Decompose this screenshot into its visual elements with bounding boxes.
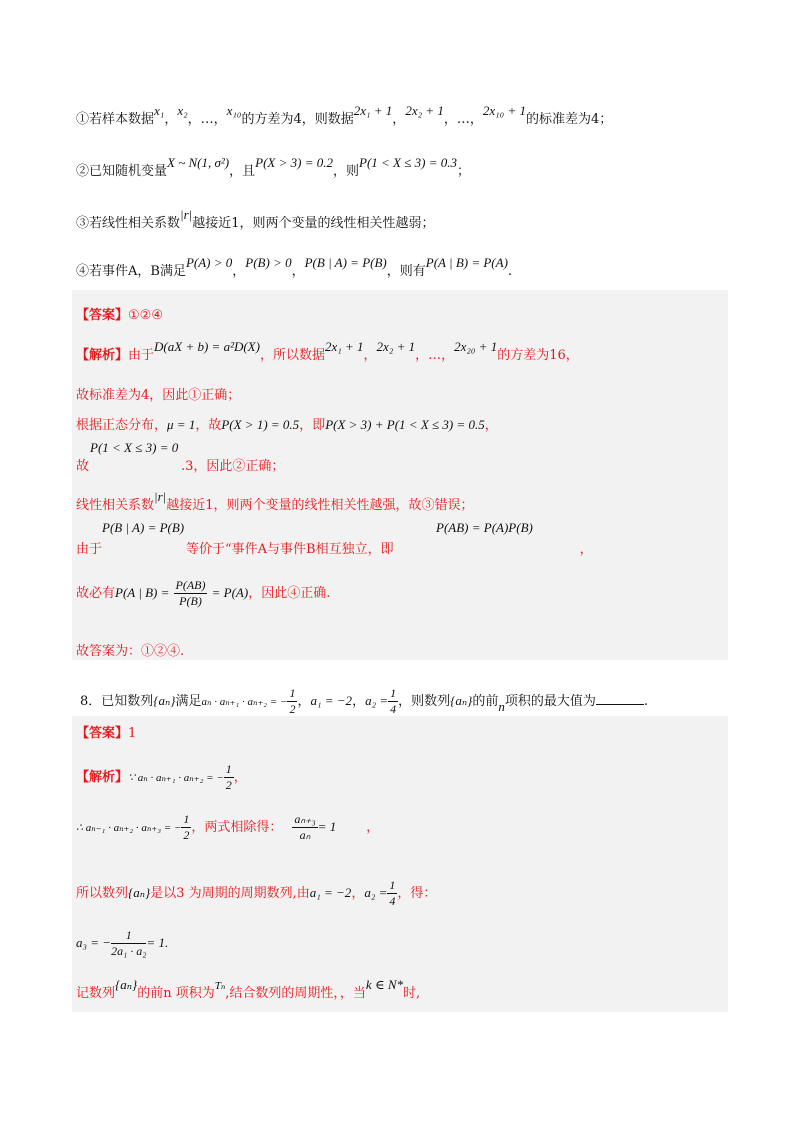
math: = 1. (146, 935, 169, 950)
text: ，即 (299, 418, 326, 433)
text: 项积的最大值为 (504, 694, 596, 709)
denominator: 4 (389, 894, 396, 908)
denominator: 2 (289, 702, 296, 716)
answer-tag: 【答案】 (76, 308, 129, 323)
text: 时, (403, 986, 421, 1001)
math: 2x₂₀ + 1 (454, 339, 498, 354)
solution-line-8: 故答案为：①②④. (76, 644, 185, 659)
fraction (292, 812, 317, 843)
math: = P(A) (211, 585, 249, 600)
fraction (388, 686, 398, 717)
math: Tₙ (214, 980, 226, 992)
text: ，得： (397, 886, 437, 901)
text: 由于 (76, 542, 103, 557)
numerator: 1 (183, 812, 190, 826)
answer-box-8 (72, 716, 728, 1012)
text: ， (291, 264, 305, 279)
text: ， (164, 112, 178, 127)
answer-value: 1 (128, 726, 137, 741)
math-x2: x₂ (177, 103, 188, 118)
text: 由于 (128, 348, 155, 363)
text: 所以数列 (76, 886, 129, 901)
numerator: 1 (111, 928, 146, 944)
numerator: 1 (289, 686, 296, 700)
text: 满足 (175, 694, 202, 709)
text: 的方差为4，则数据 (241, 112, 354, 127)
math: P(A | B) = (115, 585, 170, 600)
text: 是以3 为周期的周期数列,由 (150, 886, 310, 901)
math: P(X > 1) = 0.5 (221, 417, 300, 432)
math-r: |r| (180, 207, 193, 222)
text: . (643, 694, 648, 709)
math-prob: P(X > 3) = 0.2 (255, 155, 333, 170)
math: = 1 (317, 819, 337, 834)
text: ，所以数据 (259, 348, 325, 363)
solution-line-6 (76, 538, 593, 557)
denominator: P(B) (179, 594, 202, 608)
answer-blank (596, 694, 644, 705)
text: 故必有 (76, 586, 116, 601)
math: P(A) > 0 (185, 255, 233, 270)
math-normal-dist: X ~ N(1, σ²) (167, 155, 230, 170)
math-x10: x₁₀ (226, 103, 242, 118)
fraction (181, 812, 191, 843)
text: ，两式相除得： (191, 820, 283, 835)
text: 越接近1，则两个变量的线性相关性越弱； (192, 216, 435, 231)
statement-2 (76, 155, 471, 179)
text: 的标准差为4； (525, 112, 613, 127)
numerator: aₙ₊₃ (294, 812, 316, 826)
math-2x1: 2x₁ + 1 (353, 103, 393, 118)
math-prob: P(1 < X ≤ 3) = 0.3 (359, 155, 457, 170)
fraction (387, 878, 397, 909)
math-2x2: 2x₂ + 1 (405, 103, 444, 118)
math: {aₙ} (115, 977, 138, 992)
fraction (224, 762, 234, 793)
answer-line-7 (76, 304, 163, 323)
solution-tag: 【解析】 (76, 348, 129, 363)
math: ∵ aₙ · aₙ₊₁ · aₙ₊₂ = − (128, 772, 224, 784)
solution-tag: 【解析】 (76, 770, 129, 785)
text: ，…， (187, 112, 227, 127)
math: ∴ aₙ₋₁ · aₙ₊₂ · aₙ₊₃ = − (76, 822, 182, 834)
question-number: 8． (80, 694, 102, 709)
solution-line-6-upper-b: P(AB) = P(A)P(B) (436, 520, 533, 535)
text: ②已知随机变量 (76, 164, 168, 179)
text: ①若样本数据 (76, 112, 155, 127)
text: 的方差为16， (497, 348, 579, 363)
text: ， (351, 886, 365, 901)
text: ，…， (415, 348, 455, 363)
text: 越接近1，则两个变量的线性相关性越强，故③错误； (166, 498, 474, 513)
numerator: 1 (225, 762, 232, 776)
denominator: 2a₁ · a₂ (111, 944, 147, 958)
math: P(B) > 0 (245, 255, 292, 270)
text: ， (366, 820, 380, 835)
math: {aₙ} (153, 693, 176, 708)
solution-line-7 (76, 578, 330, 609)
text: ， (352, 694, 366, 709)
text: 的前 (472, 694, 499, 709)
denominator: 2 (183, 828, 190, 842)
math: aₙ · aₙ₊₁ · aₙ₊₂ = − (201, 696, 288, 708)
text: ， (232, 264, 246, 279)
text: 记数列 (76, 986, 116, 1001)
math: {aₙ} (128, 885, 151, 900)
math: 2x₂ + 1 (376, 339, 416, 354)
solution-line-6-upper-a: P(B | A) = P(B) (102, 520, 185, 535)
text: ③若线性相关系数 (76, 216, 181, 231)
solution-line-4-upper: P(1 < X ≤ 3) = 0 (90, 440, 179, 455)
text: .3，因此②正确； (181, 459, 285, 474)
text: 等价于“事件A与事件B相互独立，即 (186, 542, 394, 557)
math: a₁ = −2 (309, 885, 352, 900)
text: ，故 (195, 418, 222, 433)
solution-line-3 (76, 414, 498, 433)
numerator: 1 (390, 686, 397, 700)
math: k ∈ N* (365, 977, 403, 992)
text: ，且 (229, 164, 256, 179)
math: D(aX + b) = a²D(X) (154, 339, 260, 354)
math: n (498, 699, 505, 714)
numerator: 1 (389, 878, 396, 892)
math-2x10: 2x₁₀ + 1 (482, 103, 526, 118)
math: a₁ = −2 (310, 693, 353, 708)
solution-8-line-1 (76, 762, 247, 793)
text: ， (392, 112, 406, 127)
text: 已知数列 (101, 694, 154, 709)
text: ， (233, 770, 247, 785)
text: ， (484, 418, 498, 433)
answer-value: ①②④ (128, 308, 163, 323)
text: 根据正态分布， (76, 418, 168, 433)
text: 故 (76, 459, 90, 474)
text: ，因此④正确. (248, 586, 331, 601)
text: ,结合数列的周期性，，当 (225, 986, 366, 1001)
math: P(B | A) = P(B) (304, 255, 387, 270)
fraction (174, 578, 208, 609)
solution-line-5 (76, 489, 474, 513)
math: {aₙ} (450, 693, 473, 708)
text: . (507, 264, 513, 279)
math: a₂ = (365, 693, 389, 708)
solution-8-line-5 (76, 977, 421, 1001)
solution-8-line-2 (76, 812, 379, 843)
statement-3 (76, 207, 435, 231)
text: 线性相关系数 (76, 498, 155, 513)
denominator: aₙ (299, 828, 311, 842)
statement-1 (76, 103, 613, 127)
solution-8-line-3 (76, 878, 436, 909)
numerator: P(AB) (175, 578, 206, 592)
fraction (287, 686, 297, 717)
math: a₃ = − (76, 935, 112, 950)
math: 2x₁ + 1 (324, 339, 364, 354)
math: P(A | B) = P(A) (425, 255, 508, 270)
solution-line-2: 故标准差为4，因此①正确； (76, 388, 241, 403)
question-8 (80, 686, 648, 717)
text: ， (579, 542, 593, 557)
answer-tag: 【答案】 (76, 726, 129, 741)
text: ，则 (333, 164, 360, 179)
solution-line-1 (76, 339, 579, 363)
text: ④若事件A，B满足 (76, 264, 186, 279)
answer-line-8 (76, 722, 136, 741)
math-r: |r| (154, 489, 167, 504)
denominator: 4 (390, 702, 397, 716)
text: ，则数列 (398, 694, 451, 709)
solution-8-line-4 (76, 928, 168, 959)
text: ； (457, 164, 471, 179)
text: ，则有 (386, 264, 426, 279)
text: ， (297, 694, 311, 709)
solution-line-4 (76, 455, 284, 474)
fraction (111, 928, 146, 959)
statement-4 (76, 255, 513, 279)
math-x1: x₁ (154, 103, 165, 118)
text: 的前n 项积为 (137, 986, 215, 1001)
text: ， (363, 348, 377, 363)
math: P(X > 3) + P(1 < X ≤ 3) = 0.5 (325, 417, 485, 432)
math: a₂ = (364, 885, 388, 900)
text: ，…， (443, 112, 483, 127)
denominator: 2 (225, 778, 232, 792)
math: μ = 1 (167, 417, 196, 432)
